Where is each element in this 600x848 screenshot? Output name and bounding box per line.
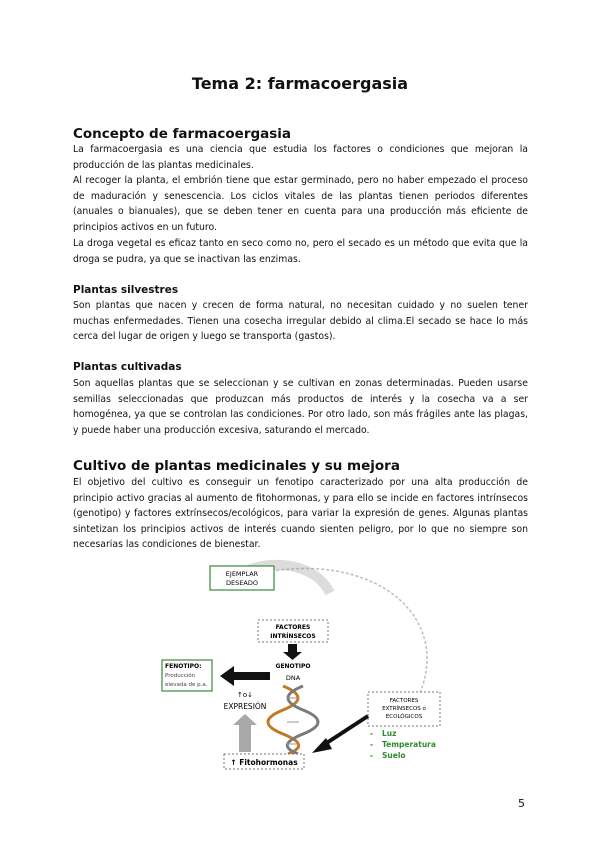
paragraph-silvestres: Son plantas que nacen y crecen de forma natural, no necesitan cuidado y no suelen tener muchas enfermedades. Tienen una cosecha irregular debido al clima.El secado se hace lo más cerca del lugar de origen y luego se transporta (gastos). [73, 300, 528, 343]
factor-suelo-label: Suelo [382, 751, 406, 760]
up-arrow-icon [233, 714, 257, 725]
dna-label: DNA [285, 674, 301, 682]
left-arrow-shaft [232, 672, 270, 680]
diagonal-arrow-shaft [322, 716, 368, 746]
paragraph-cultivo: El objetivo del cultivo es conseguir un fenotipo caracterizado por una alta producción de principio activo gracias al aumento de fitohormonas, y para ello se incide en factores intrínsecos (genotipo) y factores extrínsecos/ecológicos, para variar la expresión de genes. Algunas plantas sintetizan los principios activos de interés cuando sienten peligro, por lo que no siempre son necesarias las condiciones de bienestar. [73, 477, 528, 551]
left-arrow-icon [220, 666, 234, 686]
down-arrow-shaft [288, 644, 297, 652]
expresion-arrows: ↑o↓ [236, 691, 254, 699]
fenotipo-line-3: elevada de p.a. [165, 682, 208, 688]
section-heading-cultivo: Cultivo de plantas medicinales y su mejora [73, 458, 400, 474]
extrinsecos-line-2: EXTRÍNSECOS o [382, 706, 426, 712]
factor-temperatura: - [370, 740, 374, 749]
intrinsecos-line-2: INTRÍNSECOS [270, 633, 316, 640]
factor-luz: - [370, 729, 374, 738]
down-arrow-icon [283, 652, 302, 660]
fenotipo-line-2: Producción [165, 673, 196, 679]
fenotipo-line-1: FENOTIPO: [165, 663, 202, 670]
ejemplar-line-1: EJEMPLAR [225, 570, 259, 578]
dna-helix-icon [268, 686, 318, 754]
extrinsecos-line-3: ECOLÓGICOS [385, 714, 423, 720]
ejemplar-line-2: DESEADO [226, 579, 258, 587]
section-heading-concepto: Concepto de farmacoergasia [73, 126, 292, 142]
paragraph-concepto-2: Al recoger la planta, el embrión tiene que estar germinado, pero no haber empezado el proceso de maduración y senescencia. Los ciclos vitales de las plantas tienen periodos diferentes (anuales o bianuales), que se deben tener en cuenta para una producción más eficiente de principios activos en un futuro. [73, 175, 528, 233]
expresion-label: EXPRESIÓN [223, 702, 267, 711]
paragraph-concepto-3: La droga vegetal es eficaz tanto en seco como no, pero el secado es un método que evita que la droga se pudra, ya que se inactivan las enzimas. [73, 238, 528, 265]
page-number: 5 [518, 797, 525, 810]
page-title: Tema 2: farmacoergasia [191, 74, 409, 93]
section-heading-cultivadas: Plantas cultivadas [73, 361, 182, 373]
paragraph-concepto-1: La farmacoergasia es una ciencia que estudia los factores o condiciones que mejoran la producción de las plantas medicinales. [73, 144, 528, 171]
factor-luz-label: Luz [382, 729, 397, 738]
genotipo-label: GENOTIPO [275, 663, 311, 670]
fitohormonas-label: ↑ Fitohormonas [230, 758, 298, 767]
section-heading-silvestres: Plantas silvestres [73, 284, 179, 296]
paragraph-cultivadas: Son aquellas plantas que se seleccionan y se cultivan en zonas determinadas. Pueden usarse semillas seleccionadas que produzcan más productos de interés y la cosecha va a ser homogénea, ya que se controlan las condiciones. Por otro lado, son más frágiles ante las plagas, y puede haber una producción excesiva, saturando el mercado. [73, 378, 528, 436]
cultivation-diagram [150, 558, 480, 778]
extrinsecos-line-1: FACTORES [389, 698, 419, 704]
factor-temperatura-label: Temperatura [382, 740, 436, 749]
factor-suelo: - [370, 751, 374, 760]
intrinsecos-line-1: FACTORES [275, 624, 311, 631]
up-arrow-shaft [239, 724, 251, 752]
